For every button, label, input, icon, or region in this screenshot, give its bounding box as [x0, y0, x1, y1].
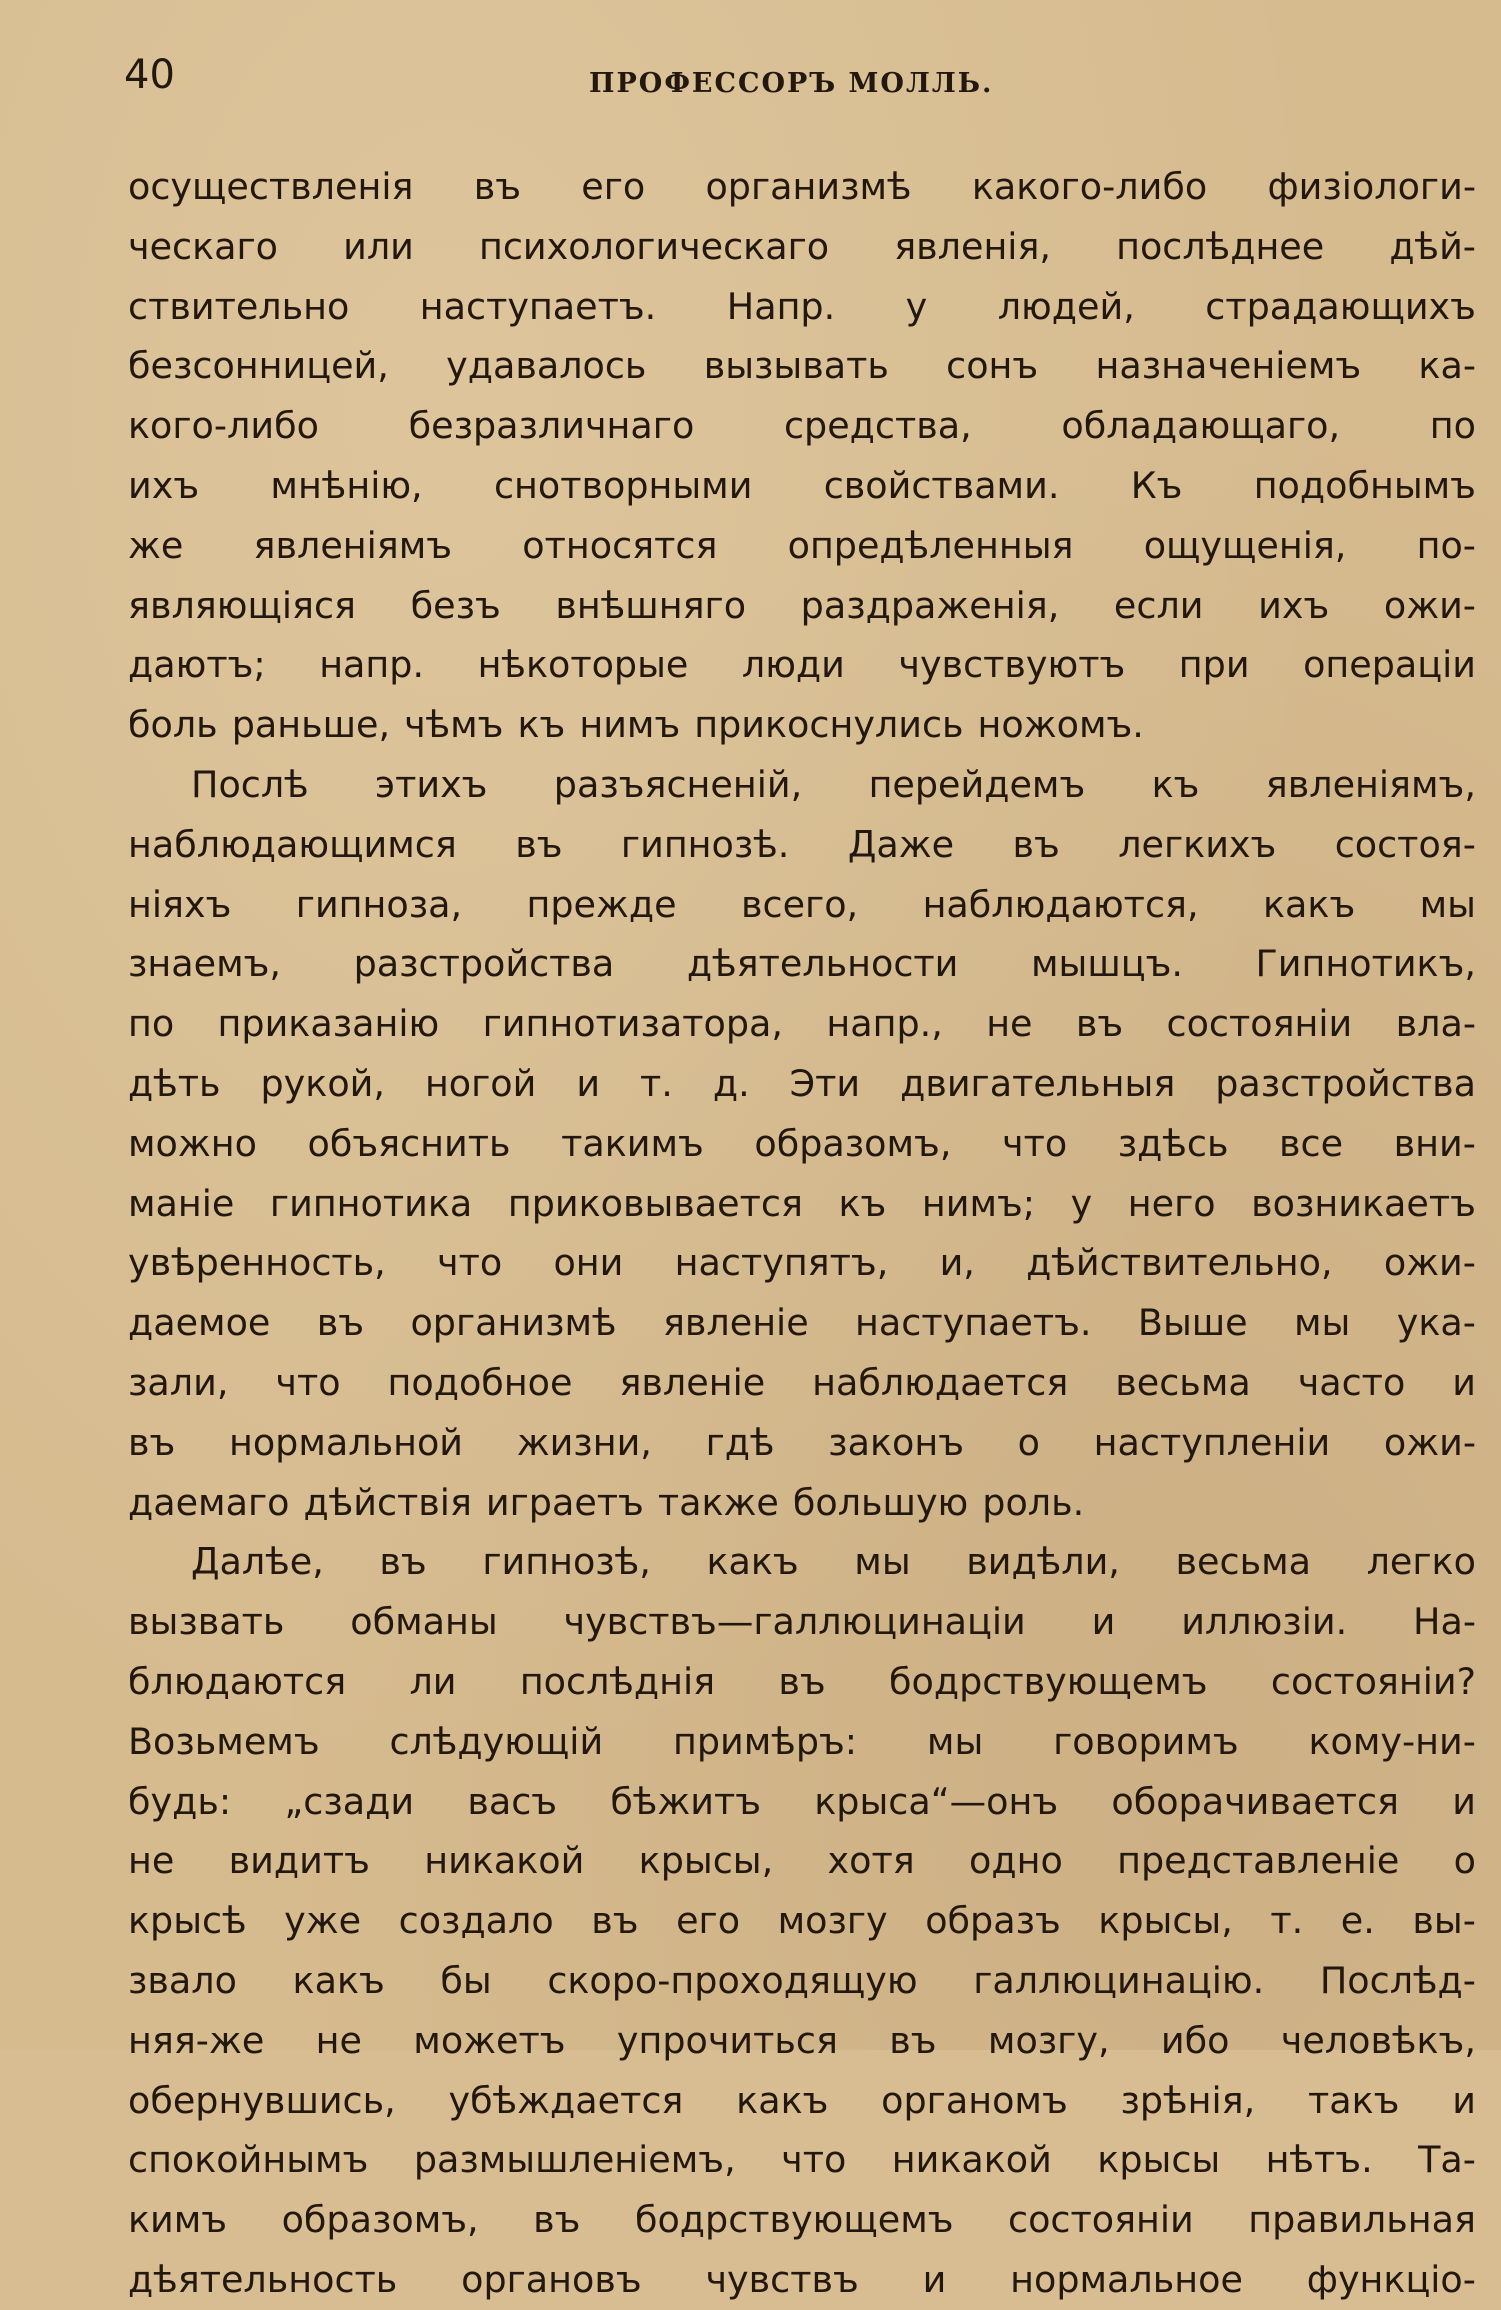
word: вни- [1393, 1121, 1476, 1165]
word: объяснить [307, 1121, 511, 1165]
word: можетъ [413, 2018, 566, 2062]
word: возникаетъ [1251, 1181, 1476, 1225]
word: даемаго [128, 1480, 290, 1524]
text-line [128, 875, 1476, 935]
word: въ [128, 1420, 176, 1464]
word: Далѣе, [191, 1540, 324, 1584]
text-line [128, 456, 1476, 516]
word: нимъ [579, 703, 681, 747]
word: образъ [925, 1899, 1061, 1943]
word: упрочиться [616, 2018, 838, 2062]
word: гипнозѣ. [620, 822, 790, 866]
word: опредѣленныя [787, 523, 1074, 567]
word: или [343, 224, 414, 268]
word: е. [1340, 1899, 1375, 1943]
word: средства, [783, 404, 972, 448]
word: вла- [1395, 1002, 1476, 1046]
word: въ [316, 1301, 365, 1345]
word: какого-либо [971, 165, 1208, 208]
text-line [128, 1891, 1476, 1951]
word: гипнотизатора, [482, 1002, 784, 1046]
word: ибо [1160, 2018, 1230, 2062]
text-line [128, 157, 1476, 217]
word: у [1070, 1181, 1093, 1225]
word: прежде [526, 882, 677, 926]
word: такимъ [561, 1121, 704, 1165]
word: бодрствующемъ [889, 1659, 1208, 1703]
word: разъясненій, [553, 762, 803, 806]
word: наступаетъ. [855, 1301, 1092, 1345]
word: боль [128, 703, 218, 747]
word: На- [1413, 1600, 1476, 1644]
word: перейдемъ [868, 762, 1086, 806]
word: состоя- [1334, 822, 1476, 866]
text-line [128, 1413, 1476, 1473]
word: органовъ [461, 2257, 642, 2301]
word: вы- [1412, 1899, 1476, 1943]
word: кому-ни- [1308, 1719, 1476, 1763]
word: дѣй- [1389, 224, 1476, 268]
word: людей, [997, 284, 1135, 328]
word: увѣренность, [128, 1241, 386, 1285]
word: и [1452, 2078, 1476, 2122]
word: убѣждается [448, 2078, 684, 2122]
word: ука- [1396, 1301, 1476, 1345]
word: къ [838, 1181, 887, 1225]
word: Гипнотикъ, [1255, 942, 1476, 986]
word: же [128, 523, 184, 567]
text-line [128, 1353, 1476, 1413]
word: и [922, 2257, 947, 2301]
word: въ [591, 1899, 639, 1943]
text-line [128, 396, 1476, 456]
word: дѣть [128, 1061, 221, 1105]
word: въ [379, 1540, 427, 1584]
word: образомъ, [281, 2198, 479, 2242]
word: часто [1297, 1360, 1406, 1404]
word: что [275, 1360, 341, 1404]
word: свойствами. [823, 463, 1060, 507]
word: психологическаго [478, 224, 830, 268]
word: послѣднія [519, 1659, 716, 1703]
word: въ [1012, 822, 1060, 866]
word: чувствъ—галлюцинаціи [563, 1600, 1026, 1644]
page-number: 40 [124, 52, 175, 98]
word: мы [854, 1540, 911, 1584]
word: Выше [1137, 1301, 1248, 1345]
word: мозгу [777, 1899, 888, 1943]
word: кимъ [128, 2198, 228, 2242]
word: организмѣ [705, 165, 912, 208]
word: обладающаго, [1061, 404, 1341, 448]
word: и [1091, 1600, 1116, 1644]
word: раздраженія, [800, 583, 1060, 627]
word: обернувшись, [128, 2078, 396, 2122]
word: нормальное [1010, 2257, 1243, 2301]
word: вызывать [703, 344, 889, 388]
word: Та- [1418, 2138, 1476, 2182]
word: нѣкоторые [477, 643, 689, 687]
word: разстройства [1215, 1061, 1476, 1105]
word: къ [517, 703, 566, 747]
word: т. [640, 1061, 673, 1105]
word: ствительно [128, 284, 350, 328]
word: гипноза, [295, 882, 463, 926]
text-line [128, 217, 1476, 277]
word: ожи- [1383, 583, 1476, 627]
word: говоримъ [1053, 1719, 1239, 1763]
text-line [128, 755, 1476, 815]
word: ли [409, 1659, 457, 1703]
word: мы [1419, 882, 1476, 926]
word: Напр. [726, 284, 836, 328]
word: наблюдающимся [128, 822, 457, 866]
word: наступленіи [1093, 1420, 1331, 1464]
word: что [437, 1241, 503, 1285]
word: страдающихъ [1205, 284, 1476, 328]
running-title: ПРОФЕССОРЪ МОЛЛЬ. [589, 68, 994, 99]
word: гипнозѣ, [482, 1540, 651, 1584]
text-line [128, 695, 1476, 755]
word: чувствъ [705, 2257, 859, 2301]
word: одно [969, 1839, 1063, 1883]
word: функціо- [1306, 2257, 1476, 2301]
text-line [128, 1532, 1476, 1592]
word: въ [1075, 1002, 1124, 1046]
word: прикоснулись [694, 703, 964, 747]
text-line [128, 576, 1476, 636]
word: этихъ [375, 762, 488, 806]
text-line [128, 1233, 1476, 1293]
word: никакой [424, 1839, 585, 1883]
word: весьма [1115, 1360, 1251, 1404]
word: ожи- [1383, 1241, 1476, 1285]
word: напр., [826, 1002, 943, 1046]
word: жизни, [516, 1420, 652, 1464]
word: скоро-проходящую [547, 1958, 918, 2002]
word: о [1017, 1420, 1040, 1464]
word: ожи- [1383, 1420, 1476, 1464]
word: няя-же [128, 2018, 265, 2062]
word: въ [889, 2018, 937, 2062]
word: размышленіемъ, [413, 2138, 736, 2182]
word: нѣтъ. [1265, 2138, 1373, 2182]
word: нимъ; [921, 1181, 1036, 1225]
word: роль. [982, 1480, 1085, 1524]
word: что [781, 2138, 847, 2182]
word: зрѣнія, [1120, 2078, 1256, 2122]
word: организмѣ [410, 1301, 617, 1345]
word: мы [926, 1719, 984, 1763]
word: явленіямъ, [1265, 762, 1476, 806]
word: все [1279, 1121, 1344, 1165]
word: „сзади [284, 1779, 415, 1823]
word: его [581, 165, 646, 208]
word: мышцъ. [1030, 942, 1183, 986]
word: являющіяся [128, 583, 356, 627]
word: о [1453, 1839, 1476, 1883]
word: Эти [789, 1061, 861, 1105]
word: спокойнымъ [128, 2138, 369, 2182]
text-line [128, 2011, 1476, 2071]
word: въ [473, 165, 521, 208]
word: подобнымъ [1253, 463, 1476, 507]
word: даютъ; [128, 643, 266, 687]
word: такъ [1307, 2078, 1400, 2122]
text-line [128, 1174, 1476, 1234]
word: Даже [847, 822, 955, 866]
word: него [1127, 1181, 1216, 1225]
word: видѣли, [966, 1540, 1120, 1584]
text-line [128, 1772, 1476, 1832]
text-line [128, 2071, 1476, 2131]
word: въ [533, 2198, 581, 2242]
word: подобное [387, 1360, 573, 1404]
word: чѣмъ [404, 703, 504, 747]
word: двигательныя [900, 1061, 1176, 1105]
word: раньше, [231, 703, 391, 747]
text-line [128, 1114, 1476, 1174]
word: они [553, 1241, 624, 1285]
word: снотворными [493, 463, 753, 507]
word: Послѣ [191, 762, 309, 806]
word: ихъ [128, 463, 200, 507]
word: къ [1151, 762, 1200, 806]
word: вызвать [128, 1600, 285, 1644]
text-line [128, 1473, 1476, 1533]
word: всего, [741, 882, 859, 926]
word: наблюдается [812, 1360, 1069, 1404]
word: осуществленія [128, 165, 414, 208]
word: люди [741, 643, 845, 687]
word: большую [792, 1480, 969, 1524]
word: крысы, [638, 1839, 774, 1883]
word: ихъ [1258, 583, 1330, 627]
word: крысѣ [128, 1899, 247, 1943]
word: если [1113, 583, 1204, 627]
word: правильная [1248, 2198, 1476, 2242]
text-line [128, 2190, 1476, 2250]
word: ножомъ. [977, 703, 1144, 747]
word: послѣднее [1116, 224, 1325, 268]
word: зали, [128, 1360, 229, 1404]
word: блюдаются [128, 1659, 347, 1703]
word: слѣдующій [389, 1719, 604, 1763]
word: и, [939, 1241, 975, 1285]
word: какъ [736, 2078, 829, 2122]
word: хотя [827, 1839, 915, 1883]
word: состояніи [1008, 2198, 1194, 2242]
word: иллюзіи. [1181, 1600, 1348, 1644]
word: будь: [128, 1779, 232, 1823]
body-text [128, 157, 1476, 2310]
word: по- [1416, 523, 1476, 567]
word: обманы [350, 1600, 498, 1644]
text-line [128, 635, 1476, 695]
word: Къ [1130, 463, 1183, 507]
word: человѣкъ, [1280, 2018, 1476, 2062]
word: относятся [522, 523, 718, 567]
word: нормальной [228, 1420, 464, 1464]
word: наступаетъ. [419, 284, 657, 328]
word: дѣйствія [303, 1480, 472, 1524]
word: и [1452, 1360, 1476, 1404]
word: сонъ [946, 344, 1039, 388]
word: рукой, [260, 1061, 385, 1105]
word: приковывается [507, 1181, 803, 1225]
word: крыса“—онъ [814, 1779, 1059, 1823]
word: бодрствующемъ [634, 2198, 954, 2242]
word: дѣйствительно, [1026, 1241, 1333, 1285]
word: удавалось [446, 344, 647, 388]
word: мозгу, [987, 2018, 1110, 2062]
word: какъ [292, 1958, 385, 2002]
word: явленіе [662, 1301, 809, 1345]
word: по [128, 1002, 175, 1046]
word: напр. [319, 643, 425, 687]
word: оборачивается [1111, 1779, 1399, 1823]
text-line [128, 516, 1476, 576]
word: въ [515, 822, 563, 866]
word: кого-либо [128, 404, 319, 448]
word: создало [398, 1899, 554, 1943]
word: здѣсь [1117, 1121, 1229, 1165]
word: явленіе [619, 1360, 766, 1404]
word: при [1178, 643, 1250, 687]
word: видитъ [228, 1839, 370, 1883]
word: ощущенія, [1143, 523, 1347, 567]
word: и [1452, 1779, 1476, 1823]
word: ногой [424, 1061, 537, 1105]
word: безъ [410, 583, 501, 627]
text-line [128, 1592, 1476, 1652]
word: наступятъ, [674, 1241, 889, 1285]
text-line [128, 1712, 1476, 1772]
text-line [128, 2130, 1476, 2190]
word: безразличнаго [408, 404, 695, 448]
word: безсонницей, [128, 344, 389, 388]
word: васъ [467, 1779, 558, 1823]
word: звало [128, 1958, 237, 2002]
word: дѣятельность [128, 2257, 398, 2301]
word: разстройства [353, 942, 615, 986]
word: явленія, [894, 224, 1052, 268]
word: примѣръ: [673, 1719, 858, 1763]
word: Послѣд- [1319, 1958, 1476, 2002]
word: не [315, 2018, 362, 2062]
word: также [657, 1480, 779, 1524]
word: гипнотика [269, 1181, 473, 1225]
word: мнѣнію, [270, 463, 423, 507]
word: какъ [1262, 882, 1356, 926]
word: внѣшняго [555, 583, 747, 627]
page-header [124, 52, 1477, 102]
word: его [676, 1899, 741, 1943]
word: ческаго [128, 224, 279, 268]
text-line [128, 1652, 1476, 1712]
text-line [128, 934, 1476, 994]
text-line [128, 2250, 1476, 2310]
text-line [128, 815, 1476, 875]
word: операціи [1303, 643, 1476, 687]
word: крысы, [1098, 1899, 1233, 1943]
word: чувствуютъ [898, 643, 1126, 687]
text-line [128, 277, 1476, 337]
word: какъ [706, 1540, 799, 1584]
word: уже [284, 1899, 362, 1943]
word: ка- [1418, 344, 1476, 388]
word: по [1429, 404, 1476, 448]
text-line [128, 1054, 1476, 1114]
word: явленіямъ [253, 523, 453, 567]
text-line [128, 1293, 1476, 1353]
word: органомъ [881, 2078, 1068, 2122]
word: состояніи? [1270, 1659, 1476, 1703]
word: приказанію [217, 1002, 440, 1046]
text-line [128, 1831, 1476, 1891]
word: знаемъ, [128, 942, 282, 986]
word: состояніи [1166, 1002, 1353, 1046]
word: можно [128, 1121, 257, 1165]
word: даемое [128, 1301, 271, 1345]
word: что [1002, 1121, 1068, 1165]
word: галлюцинацію. [973, 1958, 1265, 2002]
word: мы [1294, 1301, 1351, 1345]
text-line [128, 994, 1476, 1054]
word: Возьмемъ [128, 1719, 320, 1763]
word: представленіе [1117, 1839, 1400, 1883]
text-line [128, 1951, 1476, 2011]
word: бѣжитъ [610, 1779, 762, 1823]
word: физіологи- [1267, 165, 1476, 208]
word: д. [712, 1061, 750, 1105]
word: гдѣ [705, 1420, 775, 1464]
word: законъ [828, 1420, 964, 1464]
word: ніяхъ [128, 882, 232, 926]
word: играетъ [485, 1480, 644, 1524]
word: бы [440, 1958, 492, 2002]
word: легко [1366, 1540, 1476, 1584]
word: дѣятельности [686, 942, 959, 986]
word: маніе [128, 1181, 235, 1225]
word: не [986, 1002, 1033, 1046]
word: въ [778, 1659, 826, 1703]
word: не [128, 1839, 175, 1883]
word: никакой [891, 2138, 1052, 2182]
word: у [905, 284, 928, 328]
word: крысы [1097, 2138, 1221, 2182]
word: образомъ, [754, 1121, 952, 1165]
word: назначеніемъ [1095, 344, 1362, 388]
word: и [576, 1061, 601, 1105]
text-line [128, 336, 1476, 396]
word: весьма [1175, 1540, 1311, 1584]
word: легкихъ [1118, 822, 1277, 866]
word: наблюдаются, [922, 882, 1199, 926]
word: т. [1270, 1899, 1304, 1943]
